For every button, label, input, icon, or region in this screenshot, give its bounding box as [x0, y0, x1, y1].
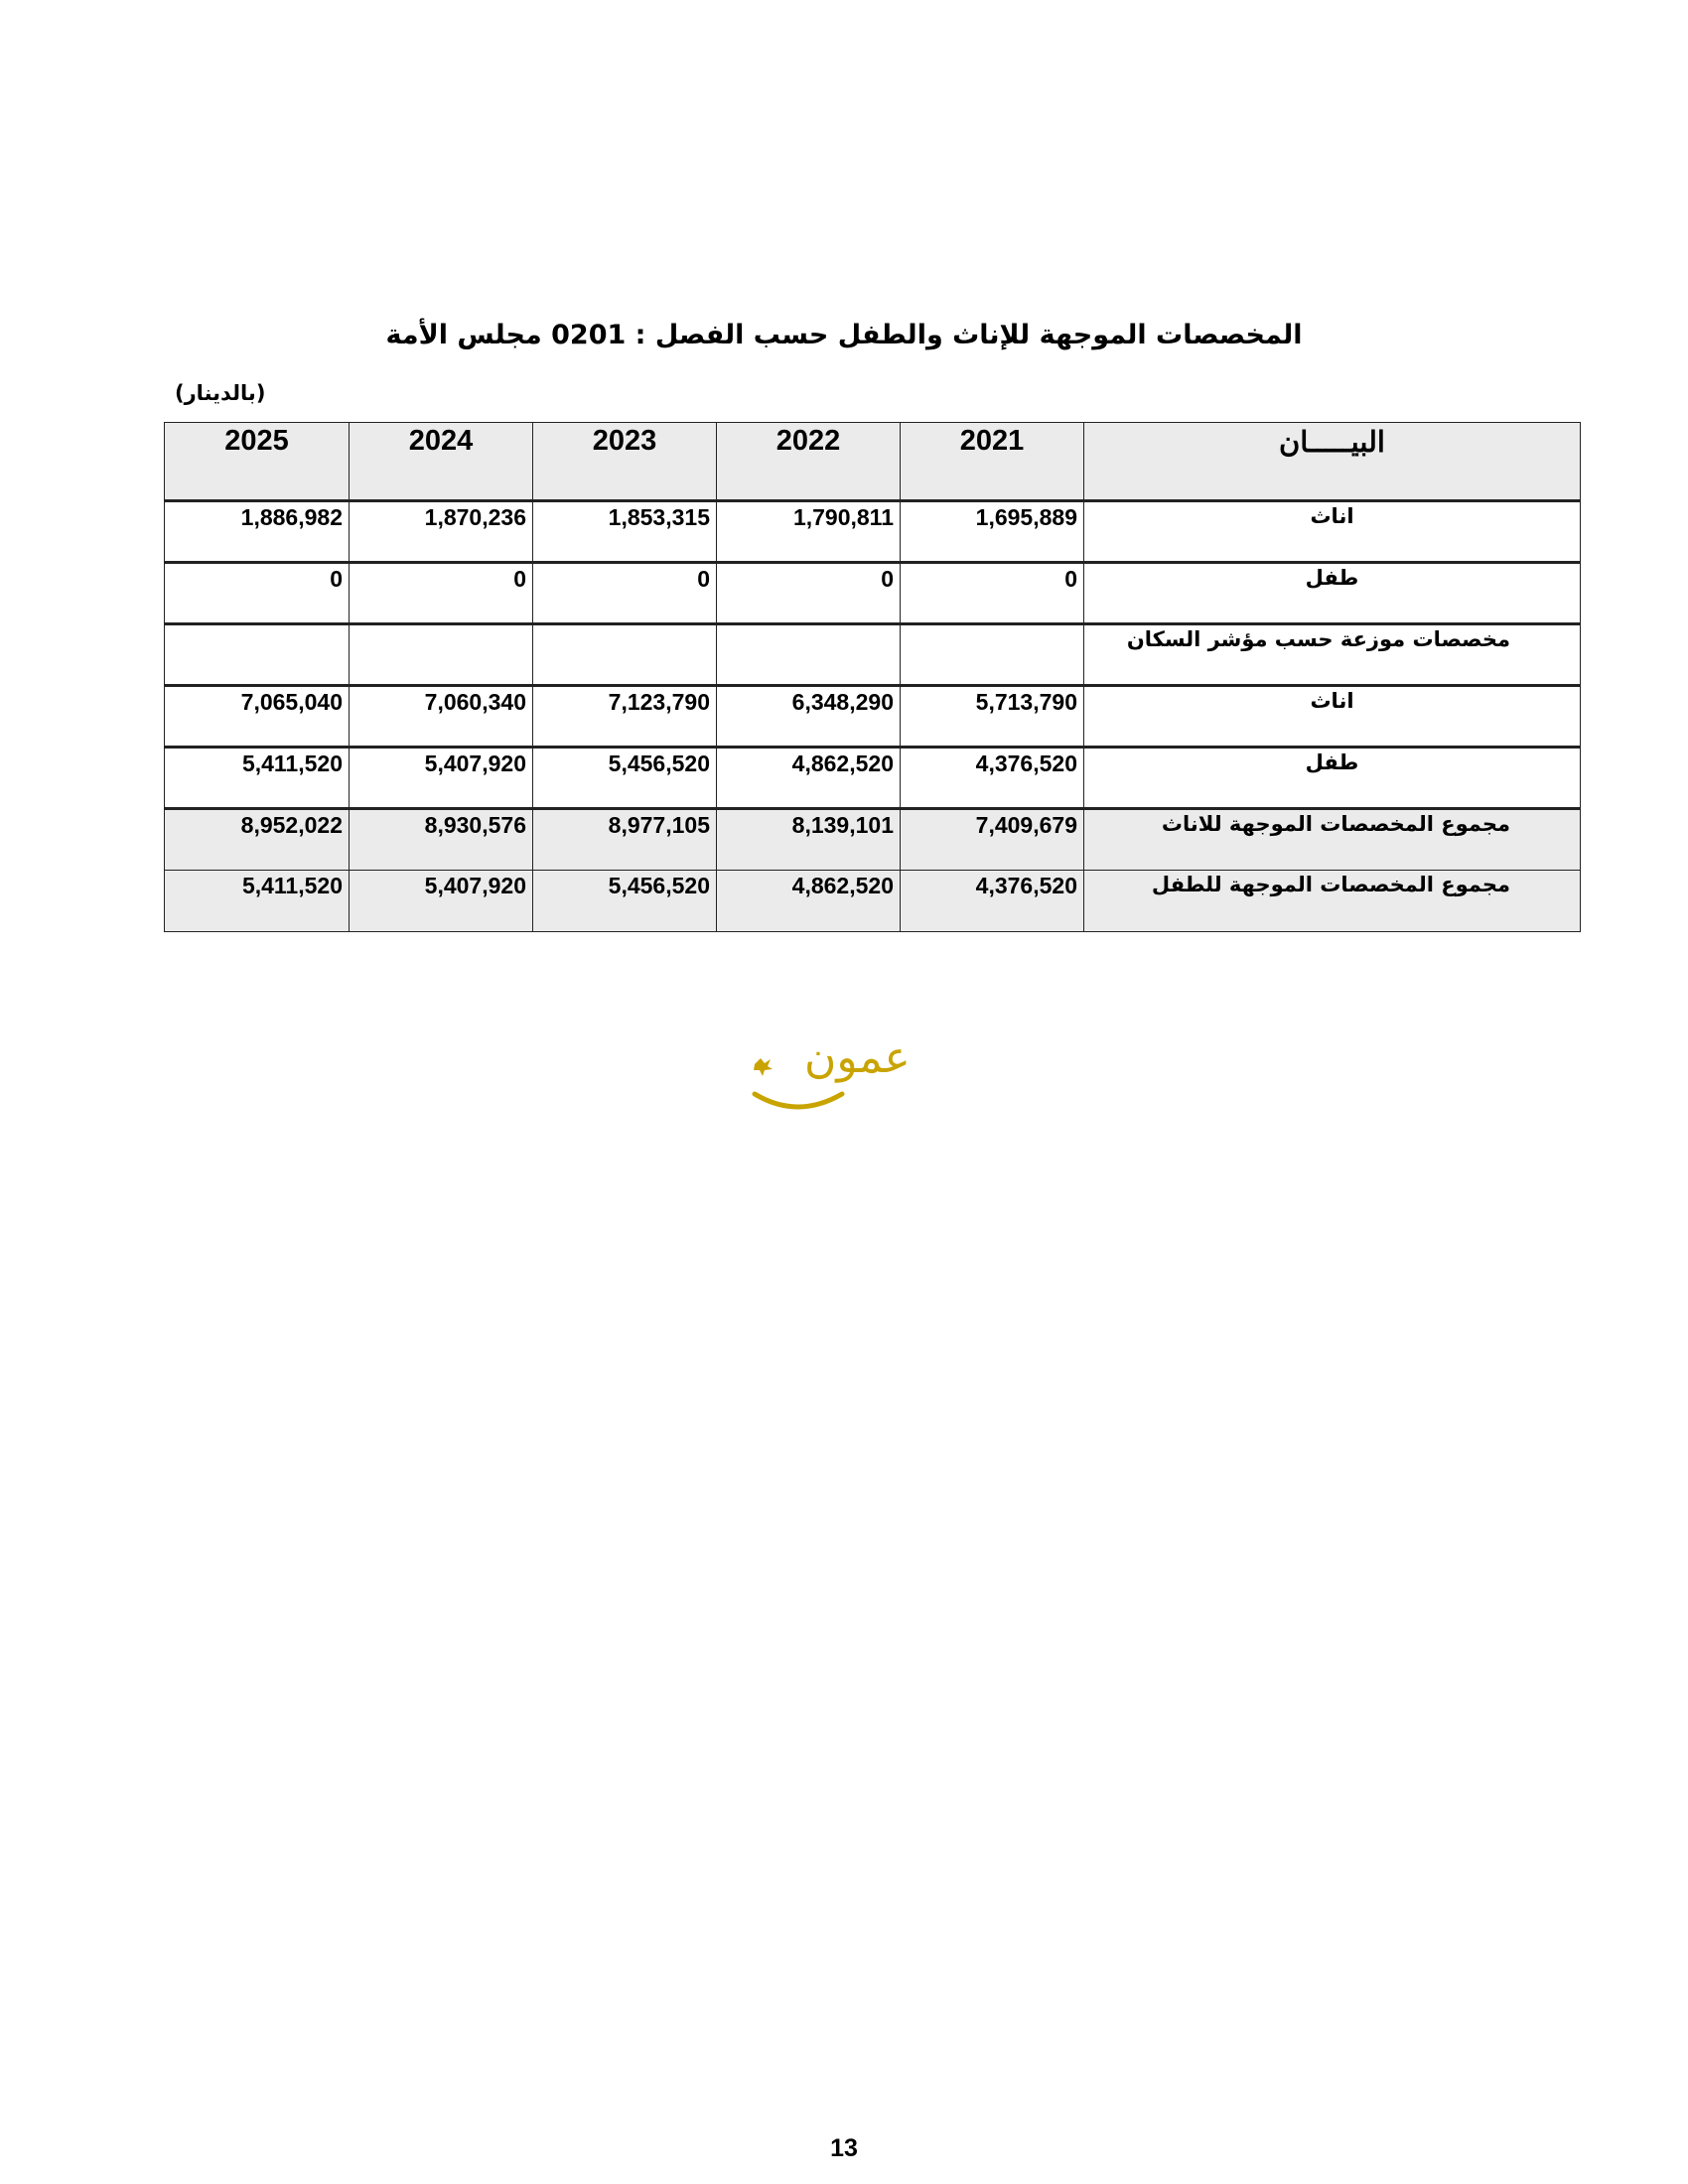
table-row — [165, 624, 1581, 686]
cell-value: 1,853,315 — [533, 501, 717, 563]
table-header-row — [165, 423, 1581, 501]
row-label: طفل — [1084, 563, 1581, 624]
cell-value: 0 — [350, 563, 533, 624]
cell-value: 1,870,236 — [350, 501, 533, 563]
year-header-2023: 2023 — [533, 423, 717, 501]
cell-value: 1,886,982 — [165, 501, 350, 563]
cell-value: 5,411,520 — [165, 871, 350, 932]
year-header-2022: 2022 — [717, 423, 901, 501]
year-header-2025: 2025 — [165, 423, 350, 501]
cell-value: 0 — [533, 563, 717, 624]
cell-value — [717, 624, 901, 686]
logo-swoosh — [755, 1094, 842, 1107]
cell-value: 4,862,520 — [717, 748, 901, 809]
row-label: اناث — [1084, 686, 1581, 748]
row-label: اناث — [1084, 501, 1581, 563]
cell-value: 7,065,040 — [165, 686, 350, 748]
row-label: مجموع المخصصات الموجهة للطفل — [1084, 871, 1581, 932]
cell-value: 8,952,022 — [165, 809, 350, 871]
cell-value: 5,456,520 — [533, 871, 717, 932]
row-label: طفل — [1084, 748, 1581, 809]
page-number: 13 — [830, 2134, 858, 2162]
cell-value — [901, 624, 1084, 686]
cell-value: 7,409,679 — [901, 809, 1084, 871]
statement-header: البيـــــان — [1084, 423, 1581, 501]
table-row — [165, 686, 1581, 748]
cell-value: 8,930,576 — [350, 809, 533, 871]
cell-value: 1,695,889 — [901, 501, 1084, 563]
logo-star-icon — [754, 1058, 773, 1076]
cell-value: 4,376,520 — [901, 871, 1084, 932]
cell-value: 0 — [165, 563, 350, 624]
cell-value: 6,348,290 — [717, 686, 901, 748]
cell-value: 8,977,105 — [533, 809, 717, 871]
cell-value: 4,862,520 — [717, 871, 901, 932]
table-row — [165, 563, 1581, 624]
table-total-row — [165, 809, 1581, 871]
cell-value: 5,713,790 — [901, 686, 1084, 748]
cell-value — [165, 624, 350, 686]
cell-value: 4,376,520 — [901, 748, 1084, 809]
currency-unit-note: (بالدينار) — [175, 381, 266, 405]
cell-value: 1,790,811 — [717, 501, 901, 563]
year-header-2021: 2021 — [901, 423, 1084, 501]
cell-value: 7,060,340 — [350, 686, 533, 748]
cell-value: 5,456,520 — [533, 748, 717, 809]
cell-value: 5,407,920 — [350, 748, 533, 809]
row-label: مخصصات موزعة حسب مؤشر السكان — [1084, 624, 1581, 686]
row-label: مجموع المخصصات الموجهة للاناث — [1084, 809, 1581, 871]
table-row — [165, 501, 1581, 563]
page-title: المخصصات الموجهة للإناث والطفل حسب الفصل : 0201 مجلس الأمة — [385, 320, 1303, 350]
cell-value: 5,407,920 — [350, 871, 533, 932]
cell-value — [533, 624, 717, 686]
cell-value — [350, 624, 533, 686]
logo-text: عمون — [804, 1032, 911, 1083]
cell-value: 0 — [717, 563, 901, 624]
cell-value: 7,123,790 — [533, 686, 717, 748]
year-header-2024: 2024 — [350, 423, 533, 501]
cell-value: 8,139,101 — [717, 809, 901, 871]
cell-value: 5,411,520 — [165, 748, 350, 809]
cell-value: 0 — [901, 563, 1084, 624]
allocations-table — [164, 422, 1581, 932]
table-row — [165, 748, 1581, 809]
table-total-row — [165, 871, 1581, 932]
